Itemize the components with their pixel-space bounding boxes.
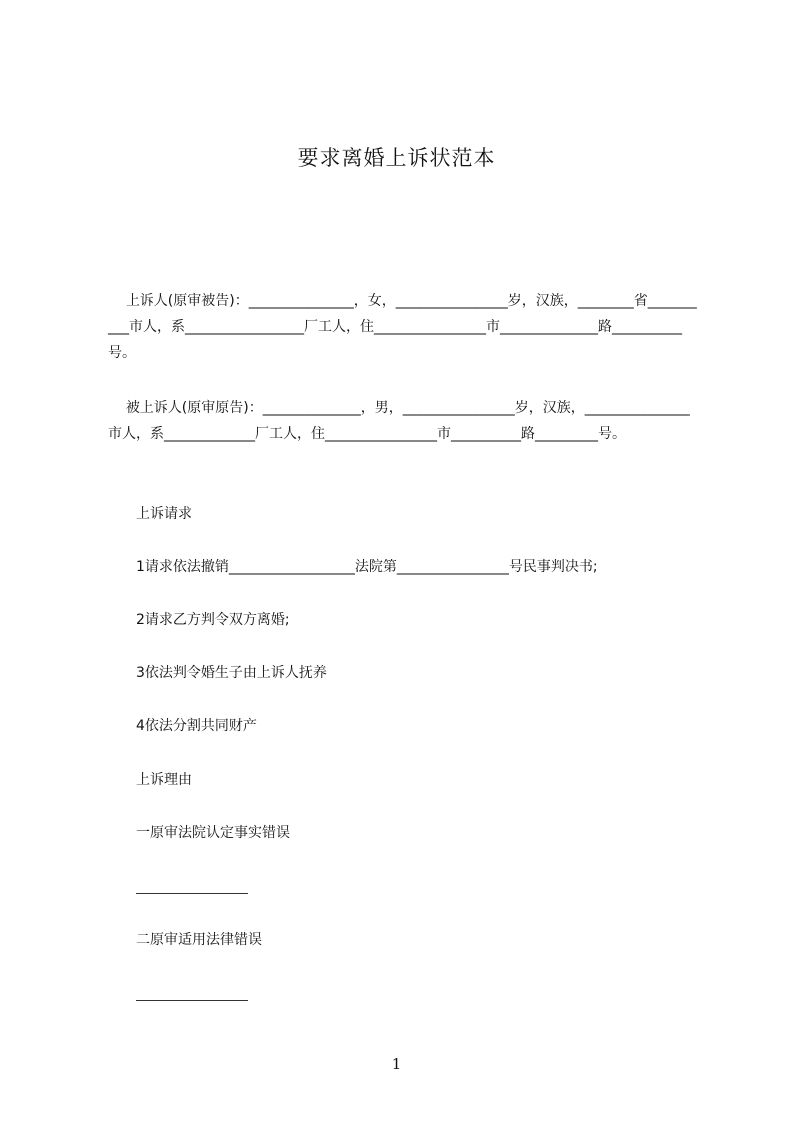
request-item-3: 3依法判令婚生子由上诉人抚养 (136, 665, 327, 681)
reason-1-blank-line (136, 893, 248, 894)
request-item-4: 4依法分割共同财产 (136, 718, 257, 734)
appellant-paragraph: 上诉人(原审被告)：_______________，女，________________岁，汉族，________省__________市人，系_________________厂工人，住________________市______________路__________号。 (108, 293, 697, 361)
reason-2-blank-line (136, 1000, 248, 1001)
reason-item-1: 一原审法院认定事实错误 (136, 825, 290, 841)
document-title: 要求离婚上诉状范本 (297, 146, 496, 170)
appeal-request-heading: 上诉请求 (136, 506, 192, 522)
page-number: 1 (391, 1055, 402, 1073)
appellee-paragraph: 被上诉人(原审原告)：______________，男，________________岁，汉族，_______________市人，系_____________厂工人，住________________市__________路_________号。 (108, 400, 690, 442)
reason-item-2: 二原审适用法律错误 (136, 932, 262, 948)
appeal-reasons-heading: 上诉理由 (136, 772, 192, 788)
request-item-1: 1请求依法撤销__________________法院第________________号民事判决书; (136, 559, 598, 575)
request-item-2: 2请求乙方判令双方离婚; (136, 612, 290, 628)
